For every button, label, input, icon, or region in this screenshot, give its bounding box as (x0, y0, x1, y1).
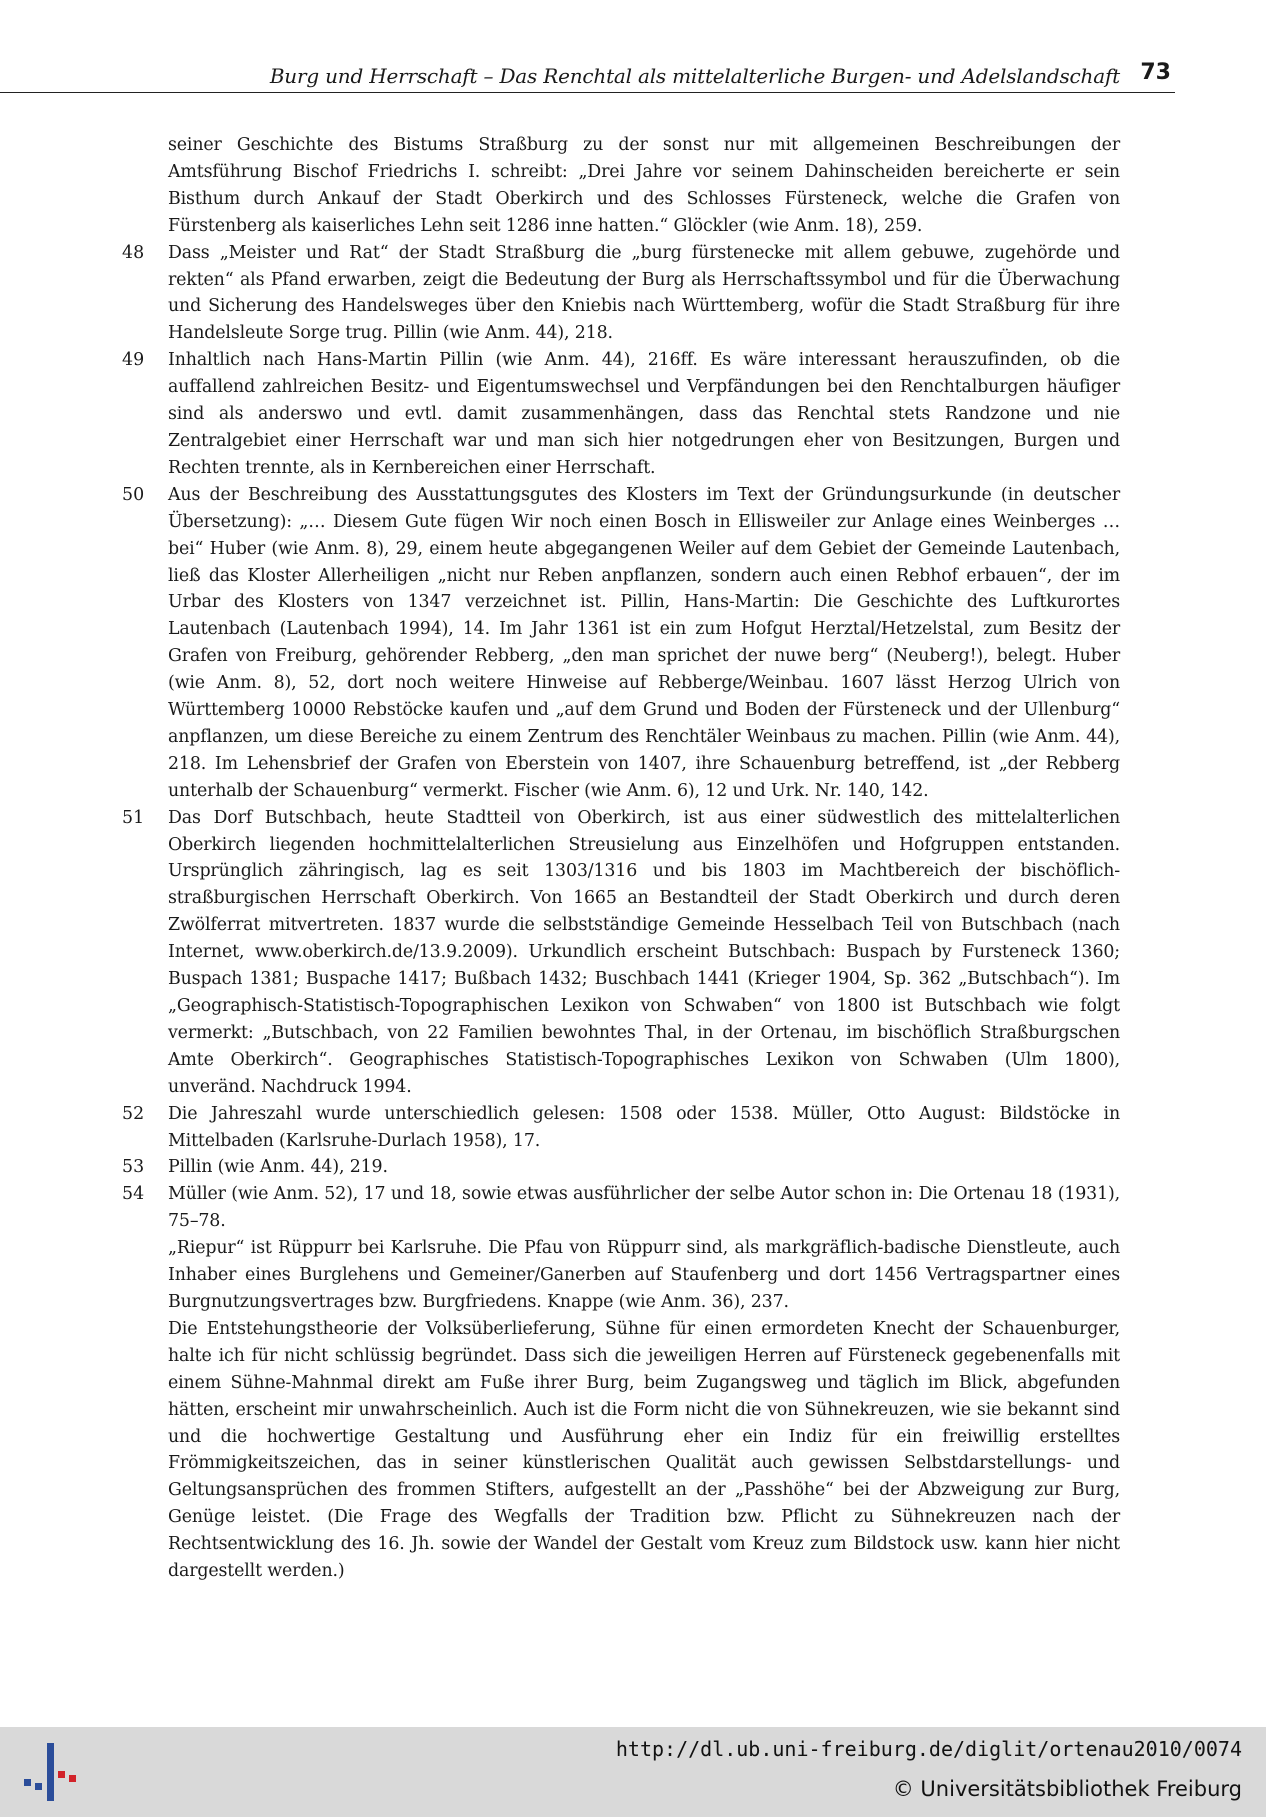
footnote-54-paragraph: Die Entstehungstheorie der Volksüberlieferung, Sühne für einen ermordeten Knecht der Schauenburger, halte ich für nicht schlüssig begründet. Dass sich die jeweiligen Herren auf Fürsteneck gegebenenfalls mit einem Sühne-Mahnmal direkt am Fuße ihrer Burg, beim Zugangsweg und täglich im Blick, abgefunden hätten, erscheint mir unwahrscheinlich. Auch ist die Form nicht die von Sühnekreuzen, wie sie bekannt sind und die hochwertige Gestaltung und Ausführung eher ein Indiz für ein freiwillig erstelltes Frömmigkeitszeichen, das in seiner künstlerischen Qualität auch gewissen Selbstdarstellungs- und Geltungsansprüchen des frommen Stifters, aufgestellt an der „Passhöhe“ bei der Abzweigung zur Burg, Genüge leistet. (Die Frage des Wegfalls der Tradition bzw. Pflicht zu Sühnekreuzen nach der Rechtsentwicklung des 16. Jh. sowie der Wandel der Gestalt vom Kreuz zum Bildstock usw. kann hier nicht dargestellt werden.) (168, 1318, 1120, 1582)
footnote-50 (120, 482, 1120, 805)
page-number: 73 (1140, 60, 1171, 85)
footnote-text: Dass „Meister und Rat“ der Stadt Straßburg die „burg fürstenecke mit allem gebuwe, zugehörde und rekten“ als Pfand erwarben, zeigt die Bedeutung der Burg als Herrschaftssymbol und für die Überwachung und Sicherung des Handelsweges über den Kniebis nach Württemberg, wofür die Stadt Straßburg für ihre Handelsleute Sorge trug. Pillin (wie Anm. 44), 218. (168, 242, 1120, 344)
footnote-53 (120, 1154, 1120, 1181)
footnote-number: 53 (122, 1157, 145, 1178)
document-url-link[interactable]: http://dl.ub.uni-freiburg.de/diglit/ortenau2010/0074 (615, 1737, 1242, 1761)
library-logo-icon (20, 1741, 80, 1805)
copyright-text: © Universitätsbibliothek Freiburg (892, 1777, 1242, 1801)
footnote-number: 49 (122, 350, 145, 371)
running-header (0, 52, 1175, 93)
footnote-54 (120, 1181, 1120, 1235)
footnote-number: 48 (122, 242, 145, 263)
footnote-continuation: seiner Geschichte des Bistums Straßburg zu der sonst nur mit allgemeinen Beschreibungen der Amtsführung Bischof Friedrichs I. schreibt: „Drei Jahre vor seinem Dahinscheiden bereicherte er sein Bisthum durch Ankauf der Stadt Oberkirch und des Schlosses Fürsteneck, welche die Grafen von Fürstenberg als kaiserliches Lehn seit 1286 inne hatten.“ Glöckler (wie Anm. 18), 259. (168, 135, 1120, 236)
footnote-number: 54 (122, 1184, 145, 1205)
footnote-number: 52 (122, 1103, 145, 1124)
footnote-text: Die Jahreszahl wurde unterschiedlich gelesen: 1508 oder 1538. Müller, Otto August: Bildstöcke in Mittelbaden (Karlsruhe-Durlach 1958), 17. (168, 1103, 1120, 1151)
footnote-text: Inhaltlich nach Hans-Martin Pillin (wie Anm. 44), 216ff. Es wäre interessant herauszufinden, ob die auffallend zahlreichen Besitz- und Eigentumswechsel und Verpfändungen bei den Renchtalburgen häufiger sind als anderswo und evtl. damit zusammenhängen, dass das Renchtal stets Randzone und nie Zentralgebiet einer Herrschaft war und man sich hier notgedrungen eher von Besitzungen, Burgen und Rechten trennte, als in Kernbereichen einer Herrschaft. (168, 350, 1120, 478)
library-footer (0, 1727, 1266, 1817)
footnote-text: Müller (wie Anm. 52), 17 und 18, sowie etwas ausführlicher der selbe Autor schon in: Die Ortenau 18 (1931), 75–78. (168, 1184, 1120, 1232)
footnote-number: 50 (122, 484, 145, 505)
footnote-51 (120, 805, 1120, 1101)
footnote-54-paragraph: „Riepur“ ist Rüppurr bei Karlsruhe. Die Pfau von Rüppurr sind, als markgräflich-badische Dienstleute, auch Inhaber eines Burglehens und Gemeiner/Ganerben auf Staufenberg und dort 1456 Vertragspartner eines Burgnutzungsvertrages bzw. Burgfriedens. Knappe (wie Anm. 36), 237. (168, 1238, 1120, 1312)
footnotes (120, 132, 1120, 1585)
footnote-number: 51 (122, 807, 145, 828)
footnote-52 (120, 1101, 1120, 1155)
footnote-text: Pillin (wie Anm. 44), 219. (168, 1157, 388, 1178)
running-title: Burg und Herrschaft – Das Renchtal als mittelalterliche Burgen- und Adelslandschaft (269, 64, 1120, 88)
footnote-text: Aus der Beschreibung des Ausstattungsgutes des Klosters im Text der Gründungsurkunde (in deutscher Übersetzung): „… Diesem Gute fügen Wir noch einen Bosch in Ellisweiler zur Anlage eines Weinberges … bei“ Huber (wie Anm. 8), 29, einem heute abgegangenen Weiler auf dem Gebiet der Gemeinde Lautenbach, ließ das Kloster Allerheiligen „nicht nur Reben anpflanzen, sondern auch einen Rebhof erbauen“, der im Urbar des Klosters von 1347 verzeichnet ist. Pillin, Hans-Martin: Die Geschichte des Luftkurortes Lautenbach (Lautenbach 1994), 14. Im Jahr 1361 ist ein zum Hofgut Herztal/Hetzelstal, zum Besitz der Grafen von Freiburg, gehörender Rebberg, „den man sprichet der nuwe berg“ (Neuberg!), belegt. Huber (wie Anm. 8), 52, dort noch weitere Hinweise auf Rebberge/Weinbau. 1607 lässt Herzog Ulrich von Württemberg 10000 Rebstöcke kaufen und „auf dem Grund und Boden der Fürsteneck und der Ullenburg“ anpflanzen, um diese Bereiche zu einem Zentrum des Renchtäler Weinbaus zu machen. Pillin (wie Anm. 44), 218. Im Lehensbrief der Grafen von Eberstein von 1407, ihre Schauenburg betreffend, ist „der Rebberg unterhalb der Schauenburg“ vermerkt. Fischer (wie Anm. 6), 12 und Urk. Nr. 140, 142. (168, 484, 1120, 801)
footnote-48 (120, 240, 1120, 348)
footnote-text: Das Dorf Butschbach, heute Stadtteil von Oberkirch, ist aus einer südwestlich des mittelalterlichen Oberkirch liegenden hochmittelalterlichen Streusielung aus Einzelhöfen und Hofgruppen entstanden. Ursprünglich zähringisch, lag es seit 1303/1316 und bis 1803 im Machtbereich der bischöflich-straßburgischen Herrschaft Oberkirch. Von 1665 an Bestandteil der Stadt Oberkirch und durch deren Zwölferrat mitvertreten. 1837 wurde die selbstständige Gemeinde Hesselbach Teil von Butschbach (nach Internet, www.oberkirch.de/13.9.2009). Urkundlich erscheint Butschbach: Buspach by Fursteneck 1360; Buspach 1381; Buspache 1417; Bußbach 1432; Buschbach 1441 (Krieger 1904, Sp. 362 „Butschbach“). Im „Geographisch-Statistisch-Topographischen Lexikon von Schwaben“ von 1800 ist Butschbach wie folgt vermerkt: „Butschbach, von 22 Familien bewohntes Thal, in der Ortenau, im bischöflich Straßburgschen Amte Oberkirch“. Geographisches Statistisch-Topographisches Lexikon von Schwaben (Ulm 1800), unveränd. Nachdruck 1994. (168, 807, 1120, 1097)
footnote-49 (120, 347, 1120, 482)
